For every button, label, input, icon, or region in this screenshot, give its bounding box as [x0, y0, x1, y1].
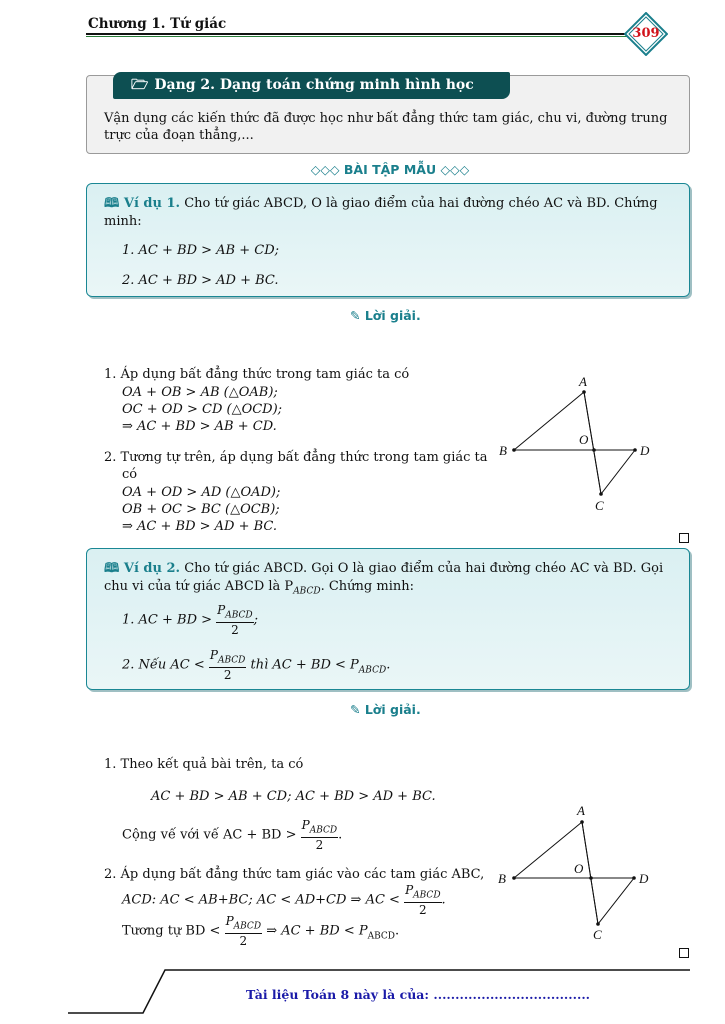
vertex-label-a: A: [577, 803, 585, 818]
example-1-item-1: 1. AC + BD > AB + CD;: [122, 243, 280, 258]
solution-2-line: 2. Áp dụng bất đẳng thức tam giác vào các tam giác ABC,: [104, 867, 485, 882]
book-icon: 🕮: [104, 561, 124, 576]
solution-1-line: OC + OD > CD (△OCD);: [122, 402, 283, 417]
edit-icon: ✎: [350, 702, 365, 717]
solution-2-line: Cộng vế với vế AC + BD > $\frac{P_{ABCD}}{2}$ .: [122, 818, 343, 853]
example-2-item-2: 2. Nếu AC < $\frac{P_{ABCD}}{2}$ thì AC + BD < $P_{ABCD}$.: [122, 648, 391, 683]
edit-icon: ✎: [350, 308, 365, 323]
example-1-statement: 🕮 Ví dụ 1. Cho tứ giác ABCD, O là giao điểm của hai đường chéo AC và BD. Chứng: [104, 196, 658, 211]
vertex-label-o: O: [574, 861, 584, 876]
quadrilateral-figure-2: [496, 800, 666, 945]
solution-1-line: OA + OD > AD (△OAD);: [122, 485, 281, 500]
example-2-statement-cont: chu vi của tứ giác ABCD là $P_{ABCD}$. Chứng minh:: [104, 579, 414, 597]
solution-1-line: 1. Áp dụng bất đẳng thức trong tam giác ta có: [104, 367, 410, 382]
qed-square: [679, 948, 689, 958]
solution-2-line: ACD: AC < AB+BC; AC < AD+CD ⇒ AC < $\frac{P_{ABCD}}{2}$ .: [122, 883, 446, 918]
solution-1-line: 2. Tương tự trên, áp dụng bất đẳng thức trong tam giác ta: [104, 450, 488, 465]
example-2-item-1: 1. AC + BD > $\frac{P_{ABCD}}{2}$ ;: [122, 603, 259, 638]
page-number: 309: [632, 26, 660, 41]
book-icon: 🕮: [104, 196, 124, 211]
ornament-right-icon: ◇◇◇: [436, 162, 470, 177]
footer-text: Tài liệu Toán 8 này là của: ....................................: [246, 987, 591, 1002]
qed-square: [679, 533, 689, 543]
topic-title-tab: [113, 72, 510, 99]
fraction: $\frac{P_{ABCD}}{2}$: [301, 818, 338, 853]
fraction: $\frac{P_{ABCD}}{2}$: [405, 883, 441, 918]
chapter-title: Chương 1. Tứ giác: [88, 16, 227, 32]
vertex-label-b: B: [499, 443, 507, 458]
header-rule: [86, 33, 631, 35]
vertex-label-c: C: [595, 498, 604, 513]
folder-open-icon: 🗁: [131, 77, 149, 93]
solution-2-line: AC + BD > AB + CD; AC + BD > AD + BC.: [151, 789, 436, 804]
vertex-label-c: C: [593, 927, 602, 942]
example-2-label: Ví dụ 2.: [123, 561, 181, 576]
solution-1-line: OA + OB > AB (△OAB);: [122, 385, 278, 400]
solution-2-heading: ✎ Lời giải.: [350, 702, 421, 717]
example-1-item-2: 2. AC + BD > AD + BC.: [122, 273, 279, 288]
fraction: $\frac{P_{ABCD}}{2}$: [225, 914, 262, 949]
example-1-statement-cont: minh:: [104, 214, 142, 229]
solution-1-heading: ✎ Lời giải.: [350, 308, 421, 323]
vertex-label-o: O: [579, 432, 589, 447]
header-rule-green: [86, 36, 631, 37]
solution-2-line: Tương tự BD < $\frac{P_{ABCD}}{2}$ ⇒ AC + BD < $P_{ABCD}$.: [122, 914, 400, 949]
quadrilateral-figure-1: [494, 370, 664, 520]
example-2-statement: 🕮 Ví dụ 2. Cho tứ giác ABCD. Gọi O là giao điểm của hai đường chéo AC và BD. Gọi: [104, 561, 664, 576]
example-1-label: Ví dụ 1.: [123, 196, 181, 211]
fraction: $\frac{P_{ABCD}}{2}$: [217, 603, 253, 638]
solution-1-line: ⇒ AC + BD > AB + CD.: [122, 419, 277, 434]
page-number-badge: [624, 12, 668, 56]
solution-1-line: có: [122, 467, 138, 482]
ornament-left-icon: ◇◇◇: [310, 162, 344, 177]
vertex-label-d: D: [639, 871, 649, 886]
topic-description: Vận dụng các kiến thức đã được học như bất đẳng thức tam giác, chu vi, đường trung trực của đoạn thẳng,...: [104, 111, 668, 143]
vertex-label-d: D: [640, 443, 650, 458]
vertex-label-a: A: [579, 374, 587, 389]
solution-2-line: 1. Theo kết quả bài trên, ta có: [104, 757, 304, 772]
vertex-label-b: B: [498, 871, 506, 886]
solution-1-line: ⇒ AC + BD > AD + BC.: [122, 519, 278, 534]
fraction: $\frac{P_{ABCD}}{2}$: [209, 648, 246, 683]
section-heading: ◇◇◇ BÀI TẬP MẪU ◇◇◇: [310, 162, 470, 177]
topic-title: Dạng 2. Dạng toán chứng minh hình học: [154, 77, 474, 93]
solution-1-line: OB + OC > BC (△OCB);: [122, 502, 280, 517]
